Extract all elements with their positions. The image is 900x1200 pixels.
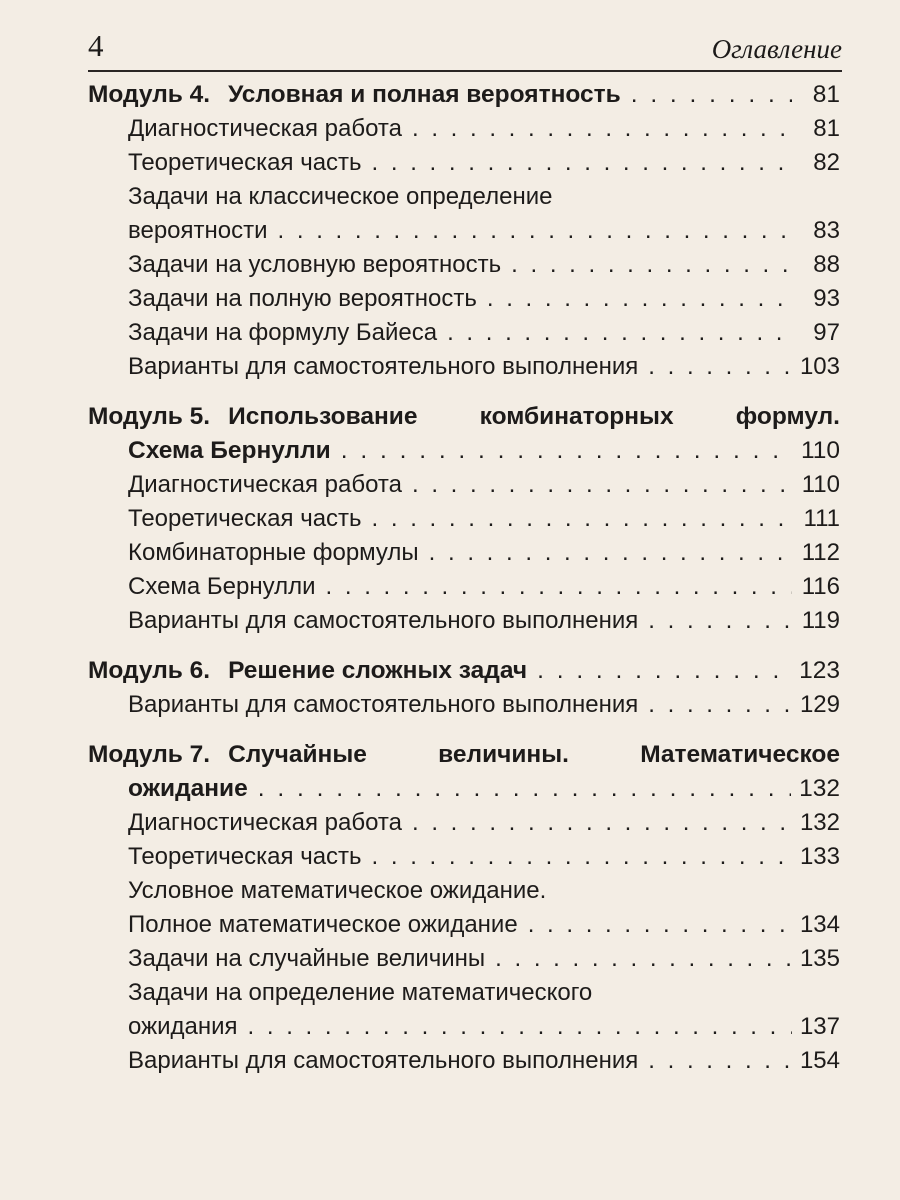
entry-title: Задачи на классическое определение <box>128 183 553 210</box>
toc-entry <box>88 502 840 536</box>
toc-entry <box>88 316 840 350</box>
module-title-word: величины. <box>438 741 569 768</box>
leader-dots <box>648 604 792 638</box>
toc-entry <box>88 282 840 316</box>
toc-entry <box>88 112 840 146</box>
leader-dots <box>511 248 792 282</box>
entry-title: Задачи на формулу Байеса <box>128 319 438 346</box>
leader-dots <box>258 772 791 806</box>
page-ref: 82 <box>813 149 840 176</box>
entry-title: Диагностическая работа <box>128 809 402 836</box>
toc-module-7-line2 <box>88 772 840 806</box>
entry-title: Задачи на условную вероятность <box>128 251 502 278</box>
module-title-word: Использование <box>228 403 418 430</box>
page-ref: 110 <box>800 437 840 464</box>
page-ref: 133 <box>799 843 840 870</box>
leader-dots <box>412 468 792 502</box>
module-label: Модуль 6. <box>88 657 211 684</box>
entry-title: Варианты для самостоятельного выполнения <box>128 691 639 718</box>
entry-title: Варианты для самостоятельного выполнения <box>128 607 639 634</box>
page-ref: 129 <box>799 691 840 718</box>
leader-dots <box>528 908 792 942</box>
leader-dots <box>372 146 792 180</box>
leader-dots <box>648 688 792 722</box>
entry-title: Задачи на полную вероятность <box>128 285 477 312</box>
table-of-contents <box>88 78 840 1078</box>
entry-title: Теоретическая часть <box>128 149 362 176</box>
toc-entry <box>88 1044 840 1078</box>
page-ref: 83 <box>813 217 840 244</box>
page-ref: 111 <box>803 505 840 532</box>
page-ref: 103 <box>799 353 840 380</box>
page-ref: 88 <box>813 251 840 278</box>
entry-title: Варианты для самостоятельного выполнения <box>128 1047 639 1074</box>
page-ref: 81 <box>812 81 840 108</box>
toc-entry-line1 <box>88 180 840 214</box>
module-title-continued: ожидание <box>128 775 248 802</box>
toc-entry-line2 <box>88 908 840 942</box>
toc-entry <box>88 840 840 874</box>
toc-entry-line1 <box>88 976 840 1010</box>
leader-dots <box>326 570 792 604</box>
leader-dots <box>429 536 792 570</box>
page-ref: 119 <box>801 607 840 634</box>
toc-module-4 <box>88 78 840 112</box>
toc-entry <box>88 350 840 384</box>
module-label: Модуль 5. <box>88 403 211 430</box>
toc-module-7 <box>88 738 840 772</box>
page-ref: 112 <box>801 539 840 566</box>
leader-dots <box>495 942 792 976</box>
module-title-word: формул. <box>735 403 840 430</box>
entry-title-continued: вероятности <box>128 217 268 244</box>
module-title <box>228 400 840 434</box>
leader-dots <box>487 282 792 316</box>
page-ref: 137 <box>799 1013 840 1040</box>
toc-entry-line2 <box>88 214 840 248</box>
module-title: Решение сложных задач <box>228 657 528 684</box>
entry-title: Схема Бернулли <box>128 573 316 600</box>
toc-module-5 <box>88 400 840 434</box>
entry-title: Задачи на определение математического <box>128 979 593 1006</box>
toc-entry <box>88 570 840 604</box>
page-ref: 116 <box>801 573 840 600</box>
leader-dots <box>631 78 792 112</box>
toc-entry <box>88 146 840 180</box>
module-title-word: Случайные <box>228 741 367 768</box>
leader-dots <box>412 806 792 840</box>
page-ref: 132 <box>799 809 840 836</box>
toc-module-6 <box>88 654 840 688</box>
page-ref: 135 <box>799 945 840 972</box>
module-title: Условная и полная вероятность <box>228 81 621 108</box>
page-ref: 81 <box>813 115 840 142</box>
toc-entry <box>88 806 840 840</box>
module-title <box>228 738 840 772</box>
running-head: Оглавление <box>711 34 842 64</box>
leader-dots <box>248 1010 792 1044</box>
entry-title: Теоретическая часть <box>128 843 362 870</box>
leader-dots <box>412 112 792 146</box>
leader-dots <box>278 214 792 248</box>
page-ref: 154 <box>799 1047 840 1074</box>
toc-entry <box>88 248 840 282</box>
toc-entry-line2 <box>88 1010 840 1044</box>
toc-module-5-line2 <box>88 434 840 468</box>
toc-entry <box>88 604 840 638</box>
entry-title-continued: ожидания <box>128 1013 238 1040</box>
leader-dots <box>372 502 792 536</box>
page-ref: 110 <box>801 471 840 498</box>
toc-entry <box>88 536 840 570</box>
toc-entry <box>88 688 840 722</box>
entry-title: Варианты для самостоятельного выполнения <box>128 353 639 380</box>
module-label: Модуль 7. <box>88 741 211 768</box>
entry-title-continued: Полное математическое ожидание <box>128 911 518 938</box>
entry-title: Теоретическая часть <box>128 505 362 532</box>
header-rule <box>88 70 842 72</box>
leader-dots <box>341 434 792 468</box>
module-title-word: Математическое <box>640 741 840 768</box>
toc-entry-line1 <box>88 874 840 908</box>
leader-dots <box>648 350 792 384</box>
leader-dots <box>447 316 792 350</box>
page-number: 4 <box>88 28 104 63</box>
leader-dots <box>648 1044 792 1078</box>
page-ref: 97 <box>813 319 840 346</box>
toc-entry <box>88 942 840 976</box>
entry-title: Задачи на случайные величины <box>128 945 486 972</box>
page-ref: 93 <box>813 285 840 312</box>
page-ref: 132 <box>799 775 840 802</box>
entry-title: Диагностическая работа <box>128 471 402 498</box>
leader-dots <box>372 840 792 874</box>
toc-entry <box>88 468 840 502</box>
module-label: Модуль 4. <box>88 81 211 108</box>
module-title-word: комбинаторных <box>479 403 674 430</box>
leader-dots <box>537 654 791 688</box>
entry-title: Диагностическая работа <box>128 115 402 142</box>
page-ref: 134 <box>799 911 840 938</box>
page-ref: 123 <box>799 657 840 684</box>
entry-title: Условное математическое ожидание. <box>128 877 547 904</box>
entry-title: Комбинаторные формулы <box>128 539 419 566</box>
module-title-continued: Схема Бернулли <box>128 437 331 464</box>
